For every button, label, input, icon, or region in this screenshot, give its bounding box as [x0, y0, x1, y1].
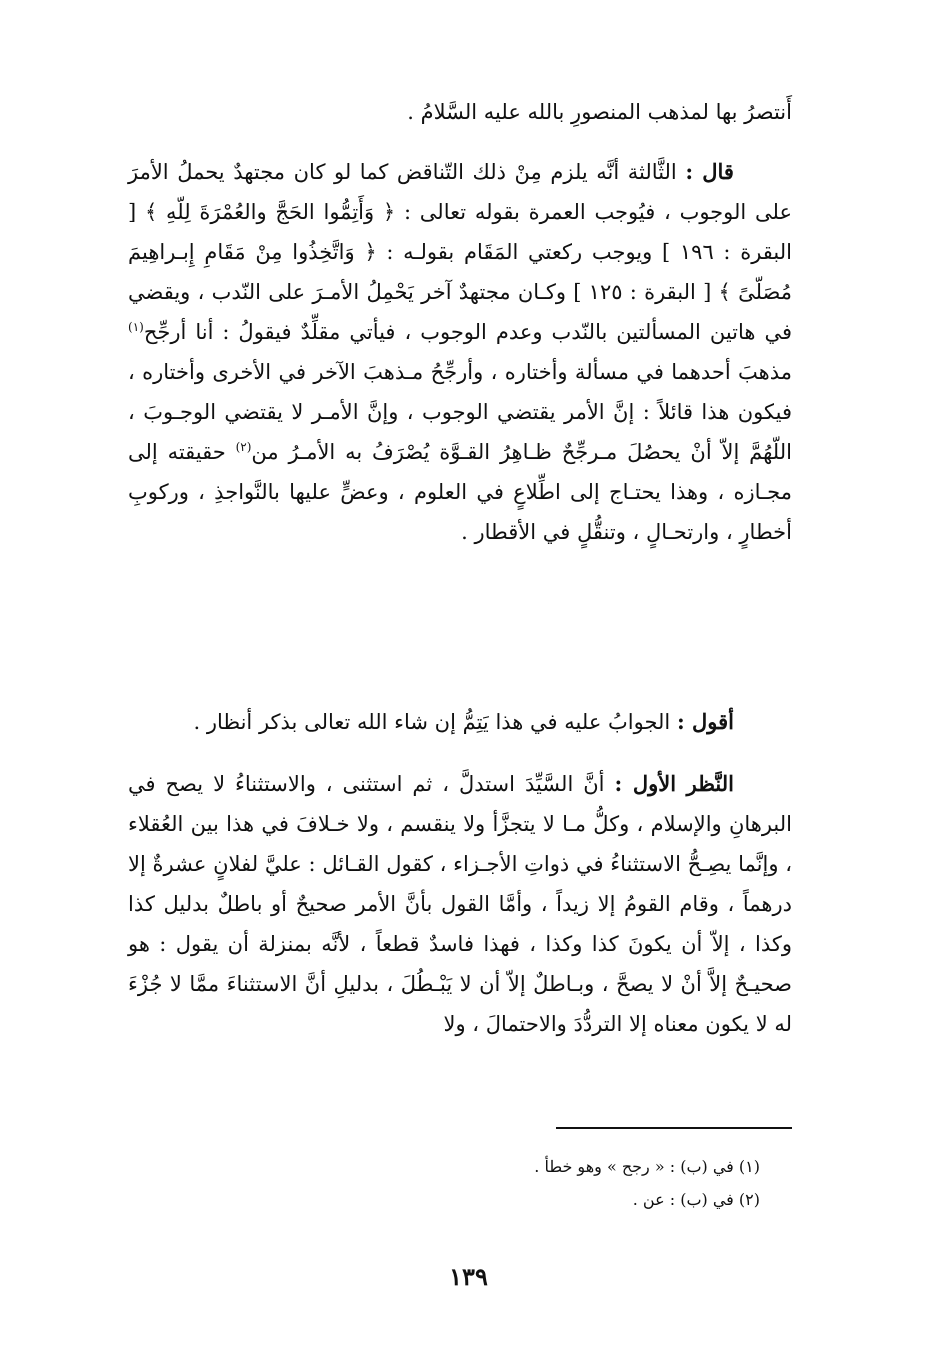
- footnote-marker-2: (٢): [235, 440, 252, 454]
- qal-text-part-1: الثَّالثة أنَّه يلزم مِنْ ذلك التّناقض كما لو كان مجتهدٌ يحملُ الأمرَ على الوجوب ، فيُوجب العمرة بقوله تعالى : ﴿ وَأَتِمُّوا الحَجَّ والعُمْرَةَ لِلّهِ ﴾ [ البقرة : ١٩٦ ] ويوجب ركعتي المَقَام بقولـه : ﴿ وَاتَّخِذُوا مِنْ مَقَامِ إِبـراهِيمَ مُصَلّىً ﴾ [ البقرة : ١٢٥ ] وكـان مجتهدٌ آخر يَحْمِلُ الأمـرَ على النّدب ، ويقضي في هاتين المسألتين بالنّدب وعدم الوجوب ، فيأتي مقلِّدٌ فيقولُ : أنا أرجِّح: [128, 160, 792, 344]
- footnote-1: (١) في (ب) : « رجح » وهو خطأ .: [534, 1157, 760, 1176]
- qal-text-part-2: مذهبَ أحدهما في مسألة وأختاره ، وأرجِّحُ مـذهبَ الآخر في الأخرى وأختاره ، فيكون هذا قائلاً : إنَّ الأمر يقتضي الوجوب ، وإنَّ الأمـر لا يقتضي الوجـوبَ ، اللّهُمَّ إلاّ أنْ يحصُلَ مـرجِّحٌ ظـاهِرُ القـوَّة يُصْرَفُ به الأمـرُ من: [128, 360, 792, 464]
- nazar-text: أنَّ السَّيِّدَ استدلَّ ، ثم استثنى ، والاستثناءُ لا يصح في البرهانِ والإسلام ، وكلُّ مـا لا يتجزَّأ ولا ينقسم ، ولا خـلافَ في هذا بين العُقلاء ، وإنَّما يصِـحُّ الاستثناءُ في ذواتِ الأجـزاء ، كقول القـائل : عليَّ لفلانٍ عشرةٌ إلا درهماً ، وقام القومُ إلا زيداً ، وأمَّا القول بأنَّ الأمر صحيحٌ أو باطلٌ بدليل كذا وكذا ، إلاّ أن يكونَ كذا وكذا ، فهذا فاسدٌ قطعاً ، لأنَّه بمنزلة أن يقول : هو صحيـحٌ إلاَّ أنْ لا يصحَّ ، وبـاطلٌ إلاّ أن لا يَبْـطُلَ ، بدليلِ أنَّ الاستثناءَ ممَّا لا جُزْءَ له لا يكون معناه إلا التردُّدَ والاحتمالَ ، ولا: [128, 772, 792, 1036]
- footnote-marker-1: (١): [128, 320, 144, 334]
- qal-lead: قال :: [685, 159, 734, 184]
- nazar-body: [128, 764, 792, 1044]
- nazar-lead: النَّظر الأول :: [614, 771, 735, 796]
- intro-text: أَنتصرُ بها لمذهب المنصورِ بالله عليه السَّلامُ .: [407, 100, 792, 124]
- qal-body: [128, 152, 792, 552]
- aqul-lead: أقول :: [676, 709, 734, 734]
- qal-text-part-3: حقيقته إلى مجـازه ، وهذا يحتـاج إلى اطِّلاعٍ في العلوم ، وعضٍّ عليها بالنَّواجذِ ، وركوبِ أخطارٍ ، وارتحـالٍ ، وتنقُّلٍ في الأقطار .: [128, 440, 792, 544]
- nazar-paragraph: [128, 764, 792, 1044]
- page-number: ١٣٩: [449, 1262, 488, 1291]
- aqul-body: [128, 702, 792, 742]
- qal-paragraph: [128, 152, 792, 552]
- footnotes: [380, 1150, 760, 1216]
- aqul-text: الجوابُ عليه في هذا يَتِمُّ إن شاء الله تعالى بذكر أنظار .: [193, 710, 671, 734]
- aqul-paragraph: [128, 702, 792, 742]
- footnote-divider: [556, 1127, 792, 1129]
- footnote-2: (٢) في (ب) : عن .: [632, 1190, 760, 1209]
- intro-paragraph: [128, 92, 792, 132]
